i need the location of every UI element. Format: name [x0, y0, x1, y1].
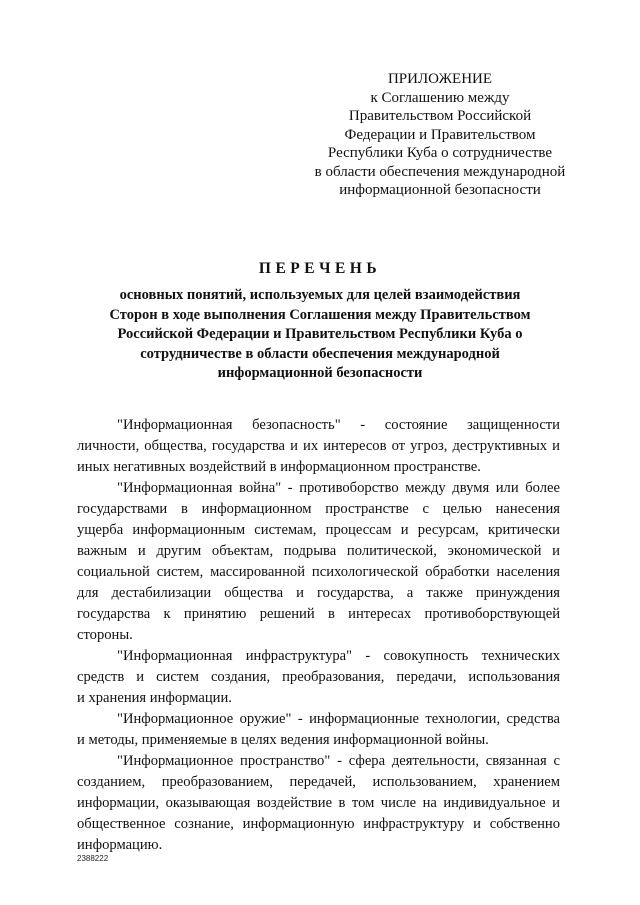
paragraph-line: стороны. [77, 627, 133, 643]
paragraph-line: "Информационная безопасность" - состояние защищенности [117, 417, 560, 433]
appendix-block [300, 70, 580, 200]
appendix-heading: ПРИЛОЖЕНИЕ [387, 71, 493, 87]
appendix-line: к Соглашению между [370, 89, 510, 106]
definition-paragraph [77, 415, 560, 478]
definition-paragraph [77, 709, 560, 751]
paragraph-line: общественное сознание, информационную инфраструктуру и собственно [77, 816, 560, 832]
paragraph-line: средств и систем создания, преобразования, передачи, использования [77, 669, 560, 685]
appendix-line: информационной безопасности [339, 182, 541, 198]
document-code: 2388222 [77, 854, 109, 863]
paragraph-line: иных негативных воздействий в информационном пространстве. [77, 459, 481, 475]
paragraph-line: информацию. [77, 837, 163, 853]
appendix-line: в области обеспечения международной [314, 163, 566, 180]
definition-paragraph [77, 478, 560, 646]
paragraph-line: и хранения информации. [77, 690, 232, 706]
definition-paragraph [77, 646, 560, 709]
appendix-line: Федерации и Правительством [344, 126, 536, 143]
paragraph-line: личности, общества, государства и их интересов от угроз, деструктивных и [77, 438, 560, 454]
paragraph-line: "Информационное оружие" - информационные технологии, средства [117, 711, 560, 727]
subtitle-line: основных понятий, используемых для целей взаимодействия [119, 287, 521, 303]
paragraph-line: "Информационная инфраструктура" - совокупность технических [117, 648, 560, 664]
paragraph-line: государства к принятию решений в интересах противоборствующей [77, 606, 560, 622]
subtitle-line: Сторон в ходе выполнения Соглашения между Правительством [109, 306, 531, 323]
paragraph-line: "Информационное пространство" - сфера деятельности, связанная с [117, 753, 560, 769]
appendix-line: Правительством Российской [348, 108, 532, 124]
subtitle-line: информационной безопасности [217, 365, 423, 382]
document-subtitle [95, 286, 545, 384]
appendix-line: Республики Куба о сотрудничестве [327, 145, 553, 161]
paragraph-line: социальной систем, массированной психологической обработки населения [77, 564, 560, 580]
definitions-body [77, 415, 560, 856]
paragraph-line: государствами в информационном пространстве с целью нанесения [77, 501, 560, 517]
paragraph-line: для дестабилизации общества и государства, а также принуждения [77, 585, 560, 601]
document-title: ПЕРЕЧЕНЬ [258, 260, 382, 277]
subtitle-line: Российской Федерации и Правительством Республики Куба о [117, 326, 523, 343]
paragraph-line: важным и другим объектам, подрыва политической, экономической и [77, 543, 560, 559]
paragraph-line: ущерба информационным системам, процессам и ресурсам, критически [77, 522, 560, 538]
paragraph-line: "Информационная война" - противоборство между двумя или более [117, 480, 560, 496]
paragraph-line: и методы, применяемые в целях ведения информационной войны. [77, 732, 489, 748]
subtitle-line: сотрудничестве в области обеспечения международной [140, 345, 500, 362]
paragraph-line: созданием, преобразованием, передачей, использованием, хранением [77, 774, 560, 790]
paragraph-line: информации, оказывающая воздействие в том числе на индивидуальное и [77, 795, 560, 811]
definition-paragraph [77, 751, 560, 856]
